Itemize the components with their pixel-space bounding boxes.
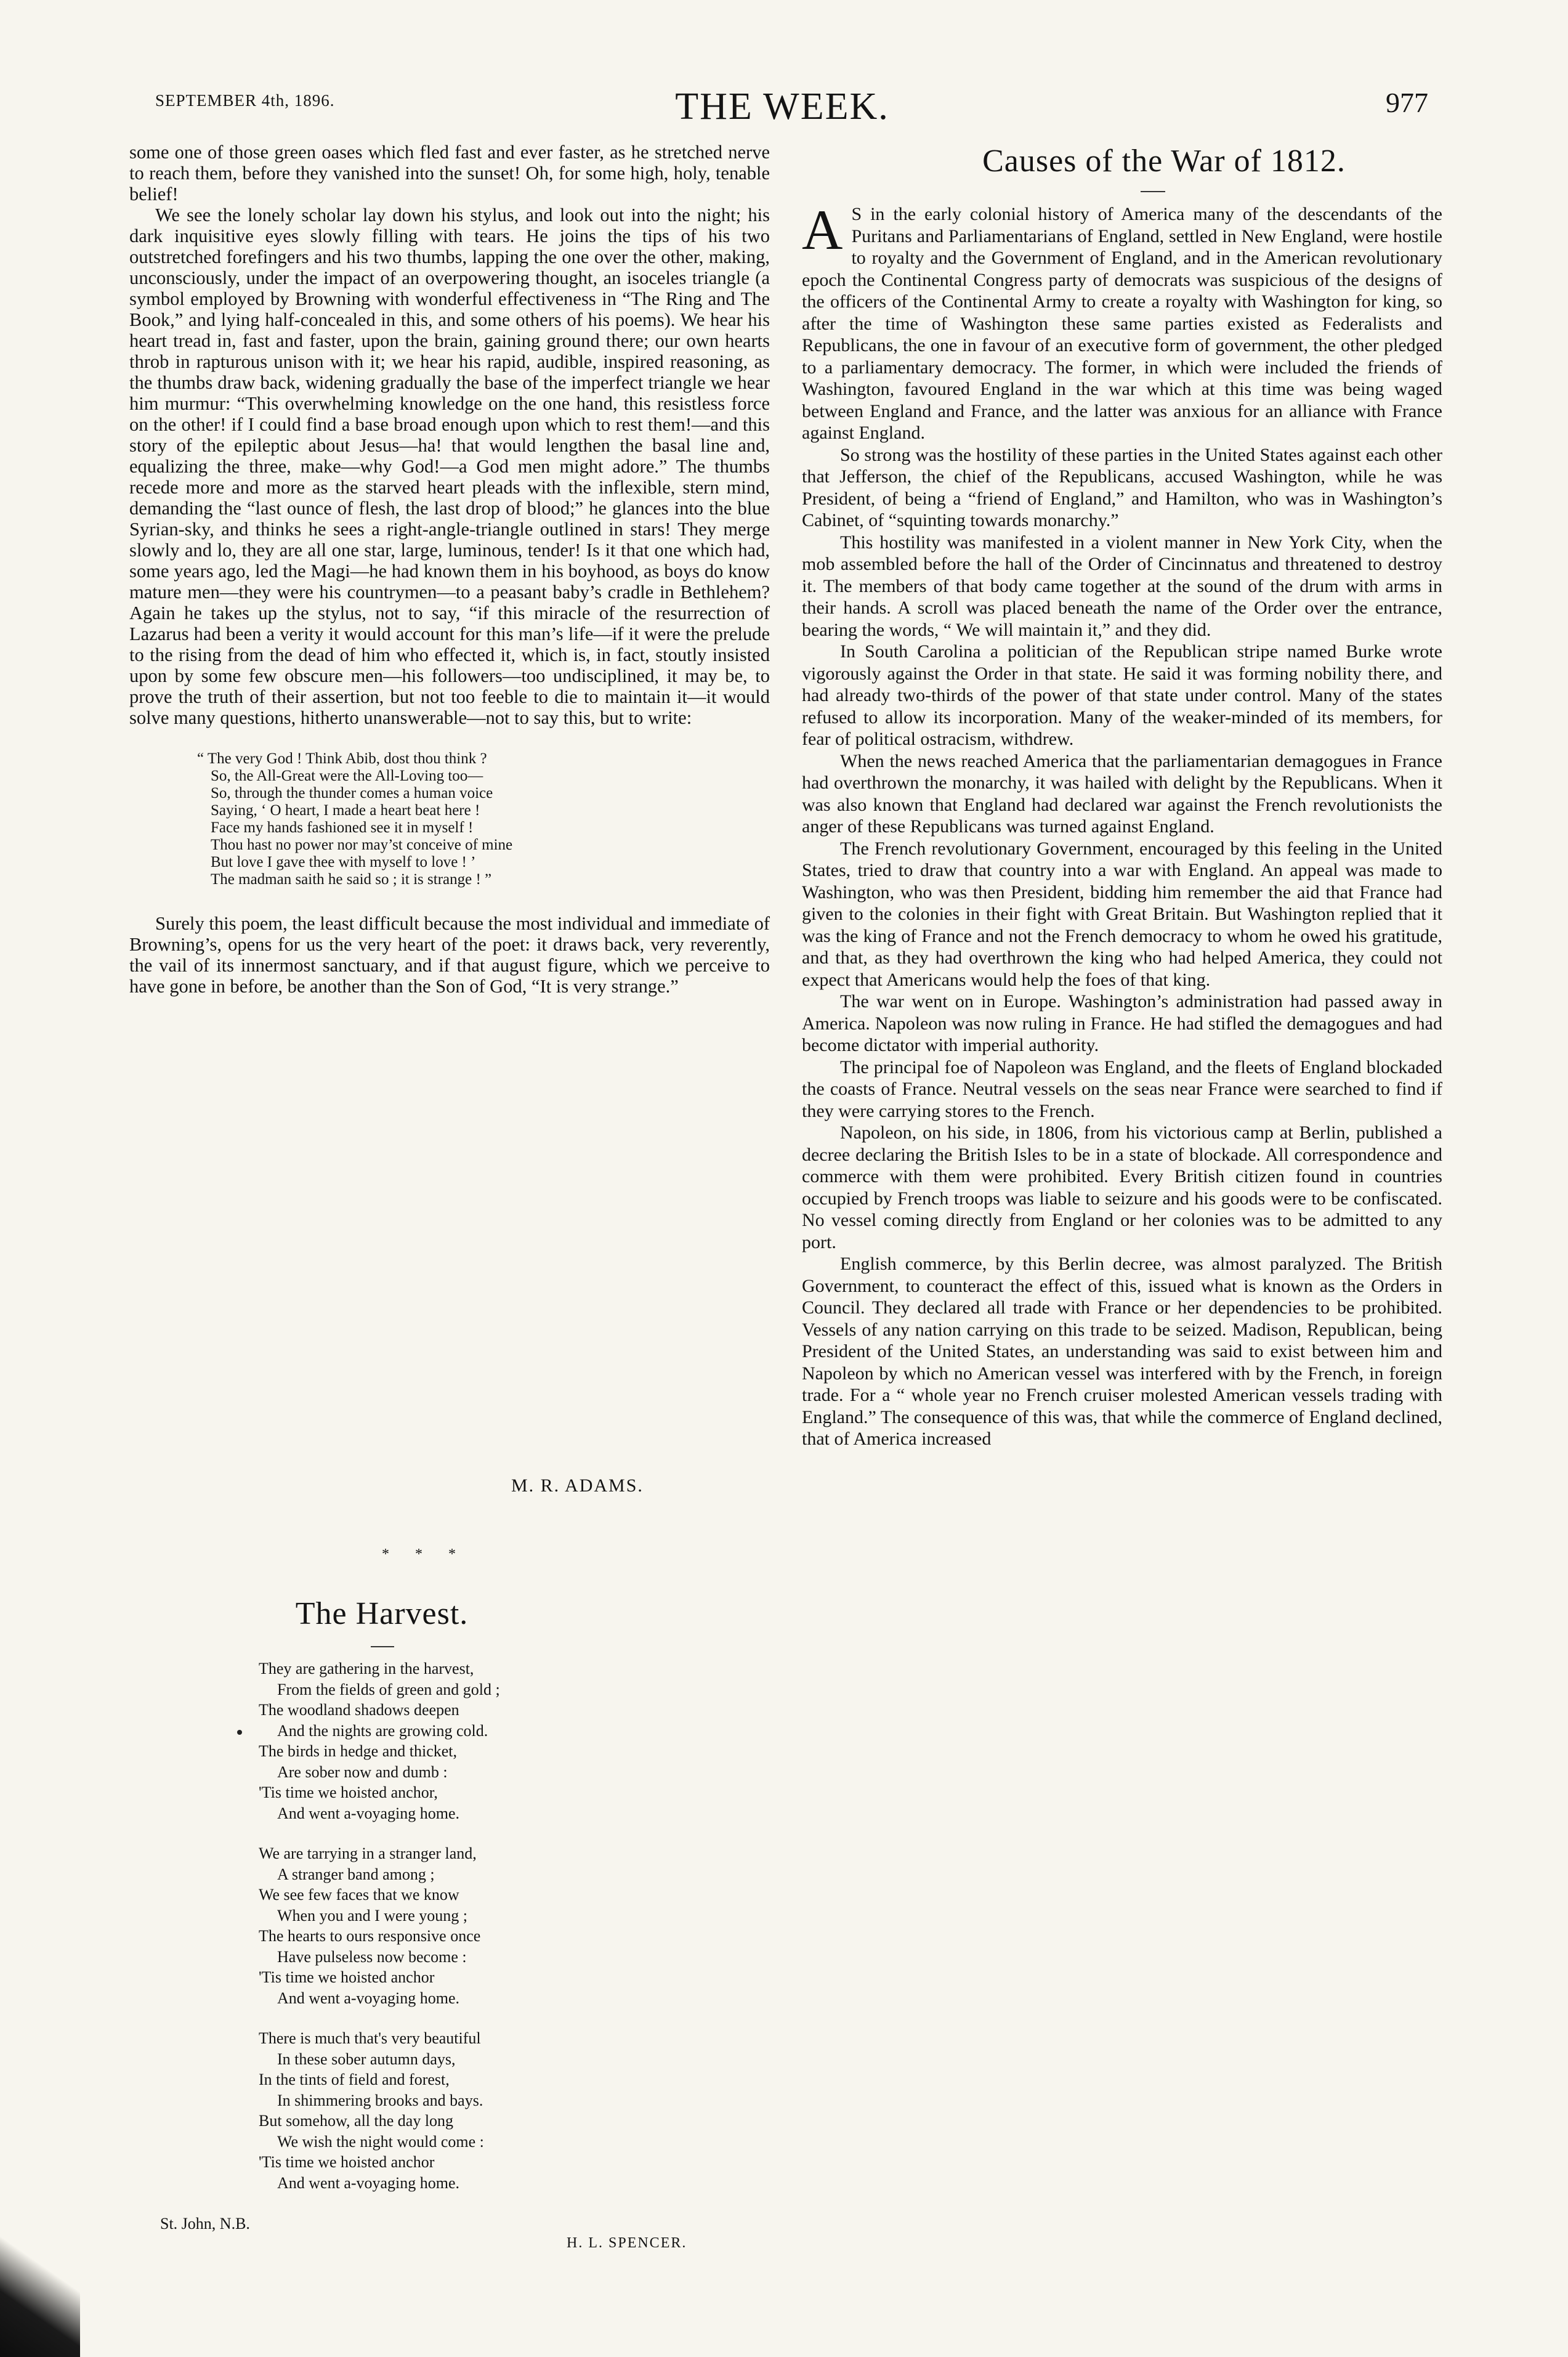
article-paragraph: some one of those green oases which fled fast and ever faster, as he stretched nerve to reach them, before they vanished into the sunset! Oh, for some high, holy, tenable belief! — [129, 142, 770, 205]
article-paragraph: The French revolutionary Government, encouraged by this feeling in the United States, tried to draw that country into a war with England. An appeal was made to Washington, who was then President, bidding him remember the aid that France had given to the colonies in their fight with Great Britain. But Washington replied that it was the king of France and not the French democracy to whom he owed his gratitude, and that, as they had overthrown the king who had helped America, they could not expect that Americans would help the foes of that king. — [802, 838, 1442, 990]
article-paragraph: We see the lonely scholar lay down his stylus, and look out into the night; his dark inquisitive eyes slowly filling with tears. He joins the tips of his two outstretched forefingers and his two thumbs, lapping the one over the other, making, unconsciously, under the impact of an overpowering thought, an isoceles triangle (a symbol employed by Browning with wonderful effectiveness in “The Ring and The Book,” and lying half-concealed in this, and some others of his poems). We hear his heart tread in, fast and faster, upon the brain, gaining ground there; our own hearts throb in rapturous unison with it; we hear his rapid, audible, inspired reasoning, as the thumbs draw back, widening gradually the base of the imperfect triangle we hear him murmur: “This overwhelming knowledge on the one hand, this resistless force on the other! if I could find a base broad enough upon which to rest them!—and this story of the epileptic about Jesus—ha! that would lengthen the basal line and, equalizing the three, make—why God!—a God men might adore.” The thumbs recede more and more as the starved heart pleads with the inflexible, stern mind, demanding the “last ounce of flesh, the last drop of blood;” he glances into the blue Syrian-sky, and thinks he sees a right-angle-triangle outlined in stars! They merge slowly and lo, they are all one star, large, luminous, tender! Is it that one which had, some years ago, led the Magi—he had known them in his boyhood, as boys do know mature men—they were his countrymen—to a peasant baby’s cradle in Bethlehem? Again he takes up the stylus, not to say, “if this miracle of the resurrection of Lazarus had been a verity it would account for this man’s life—if it were the prelude to the rising from the dead of him who effected it, which is, in fact, stoutly insisted upon by some few obscure men—his followers—too undisciplined, it may be, to prove the truth of their assertion, but not too feeble to die to maintain it—it would solve many questions, hitherto unanswerable—not to say this, but to write: — [129, 205, 770, 728]
masthead-title: THE WEEK. — [675, 86, 889, 128]
article-paragraph: The war went on in Europe. Washington’s administration had passed away in America. Napoleon was now ruling in France. He had stifled the demagogues and had become dictator with imperial authority. — [802, 991, 1442, 1055]
article-author: M. R. ADAMS. — [511, 1475, 644, 1496]
article-paragraph: In South Carolina a politician of the Republican stripe named Burke wrote vigorously against the Order in that state. He said it was forming nobility there, and had already two-thirds of the power of that state under control. Many of the states refused to allow its incorporation. Many of the weaker-minded of its members, for fear of political ostracism, withdrew. — [802, 641, 1442, 749]
title-rule — [371, 1646, 394, 1647]
poem-line: So, through the thunder comes a human voice — [211, 785, 493, 801]
poem-line: But love I gave thee with myself to love ! ’ — [211, 854, 476, 870]
poem-line: A stranger band among ; — [277, 1865, 435, 1883]
poem-stanza — [259, 1843, 604, 2008]
article-paragraph: This hostility was manifested in a violent manner in New York City, when the mob assembled before the hall of the Order of Cincinnatus and threatened to destroy it. The members of that body came together at the sound of the drum with arms in their hands. A scroll was placed beneath the name of the Order over the entrance, bearing the words, “ We will maintain it,” and they did. — [802, 532, 1442, 640]
poem-line: And went a-voyaging home. — [277, 1989, 460, 2007]
poem-line: Thou hast no power nor may’st conceive of mine — [211, 837, 513, 853]
issue-date: SEPTEMBER 4th, 1896. — [155, 91, 335, 110]
article-paragraph — [802, 198, 1442, 444]
poem-line: The madman saith he said so ; it is strange ! ” — [211, 871, 492, 888]
poem-line: The hearts to ours responsive once — [259, 1927, 481, 1945]
drop-cap: A — [802, 198, 843, 261]
poem-place: St. John, N.B. — [160, 2215, 250, 2233]
poem-line: From the fields of green and gold ; — [277, 1680, 500, 1698]
poem-line: And went a-voyaging home. — [277, 1804, 460, 1822]
poem-line: We wish the night would come : — [277, 2132, 484, 2151]
harvest-poem — [259, 1658, 604, 2213]
poem-line: And went a-voyaging home. — [277, 2173, 460, 2192]
browning-quote — [197, 750, 770, 888]
poem-stanza — [259, 1658, 604, 1824]
poem-line: We are tarrying in a stranger land, — [259, 1844, 477, 1862]
poem-line: There is much that's very beautiful — [259, 2029, 481, 2047]
poem-line: In the tints of field and forest, — [259, 2071, 450, 2088]
article-paragraph: English commerce, by this Berlin decree, was almost paralyzed. The British Government, to counteract the effect of this, issued what is known as the Orders in Council. They declared all trade with France or her dependencies to be prohibited. Vessels of any nation carrying on this trade to be seized. Madison, Republican, being President of the United States, an understanding was said to exist between him and Napoleon by which no American vessel was interfered with by the French, in foreign trade. For a “ whole year no French cruiser molested American vessels trading with England.” The consequence of this was, that while the commerce of England declined, that of America increased — [802, 1254, 1442, 1449]
article-paragraph: Napoleon, on his side, in 1806, from his victorious camp at Berlin, published a decree declaring the British Isles to be in a state of blockade. All correspondence and commerce with them were prohibited. Every British citizen found in countries occupied by French troops was liable to seizure and his goods were to be confiscated. No vessel coming directly from England or her colonies was to be admitted to any port. — [802, 1122, 1442, 1252]
poem-stanza — [259, 2028, 604, 2193]
poem-line: Face my hands fashioned see it in myself ! — [211, 819, 474, 836]
article-title: Causes of the War of 1812. — [982, 144, 1346, 179]
article-paragraph: The principal foe of Napoleon was England, and the fleets of England blockaded the coasts of France. Neutral vessels on the seas near France were searched to find if they were carrying stores to the French. — [802, 1057, 1442, 1121]
poem-line: Have pulseless now become : — [277, 1947, 467, 1966]
ink-dot — [237, 1730, 242, 1735]
poem-title: The Harvest. — [295, 1596, 469, 1631]
poem-line: We see few faces that we know — [259, 1886, 459, 1904]
poem-line: Saying, ‘ O heart, I made a heart beat here ! — [211, 802, 480, 819]
page-number: 977 — [1386, 87, 1428, 118]
title-rule — [1141, 191, 1165, 192]
right-column — [802, 198, 1442, 1450]
article-paragraph: Surely this poem, the least difficult because the most individual and immediate of Browning’s, opens for us the very heart of the poet: it draws back, very reverently, the vail of its innermost sanctuary, and if that august figure, which we perceive to have gone in before, be another than the Son of God, “It is very strange.” — [129, 913, 770, 997]
left-column — [129, 142, 770, 997]
article-paragraph: When the news reached America that the parliamentarian demagogues in France had overthrown the monarchy, it was hailed with delight by the Republicans. When it was also known that England had declared war against the French revolutionists the anger of these Republicans was turned against England. — [802, 750, 1442, 837]
section-separator: * * * — [382, 1546, 467, 1562]
poem-line: But somehow, all the day long — [259, 2112, 454, 2130]
binding-shadow — [0, 2193, 80, 2357]
poem-line: “ The very God ! Think Abib, dost thou think ? — [197, 750, 487, 767]
poem-line: 'Tis time we hoisted anchor — [259, 1968, 435, 1986]
poem-line: Are sober now and dumb : — [277, 1763, 448, 1781]
paragraph-text: S in the early colonial history of America many of the descendants of the Puritans and Parliamentarians of England, settled in New England, were hostile to royalty and the Government of England, and in the American revolutionary epoch the Continental Congress party of democrats was suspicious of the designs of the officers of the Continental Army to create a royalty with Washington for king, so after the time of Washington these same parties existed as Federalists and Republicans, the one in favour of an executive form of government, the other pledged to a parliamentary democracy. The former, in which were included the friends of Washington, favoured England in the war which at this time was being waged between England and France, and the latter was anxious for an alliance with France against England. — [802, 204, 1442, 443]
poem-line: They are gathering in the harvest, — [259, 1660, 474, 1677]
poem-line: In these sober autumn days, — [277, 2050, 456, 2068]
poem-line: In shimmering brooks and bays. — [277, 2091, 483, 2109]
poem-line: 'Tis time we hoisted anchor, — [259, 1783, 438, 1801]
poem-line: 'Tis time we hoisted anchor — [259, 2153, 435, 2171]
poem-line: And the nights are growing cold. — [277, 1721, 488, 1740]
poem-line: The woodland shadows deepen — [259, 1701, 459, 1719]
poem-line: When you and I were young ; — [277, 1906, 468, 1925]
poem-line: So, the All-Great were the All-Loving too— — [211, 768, 483, 784]
poem-line: The birds in hedge and thicket, — [259, 1742, 458, 1760]
article-paragraph: So strong was the hostility of these parties in the United States against each other that Jefferson, the chief of the Republicans, accused Washington, while he was President, of being a “friend of England,” and Hamilton, who was in Washington’s Cabinet, of “squinting towards monarchy.” — [802, 444, 1442, 530]
poem-author: H. L. SPENCER. — [567, 2235, 687, 2251]
